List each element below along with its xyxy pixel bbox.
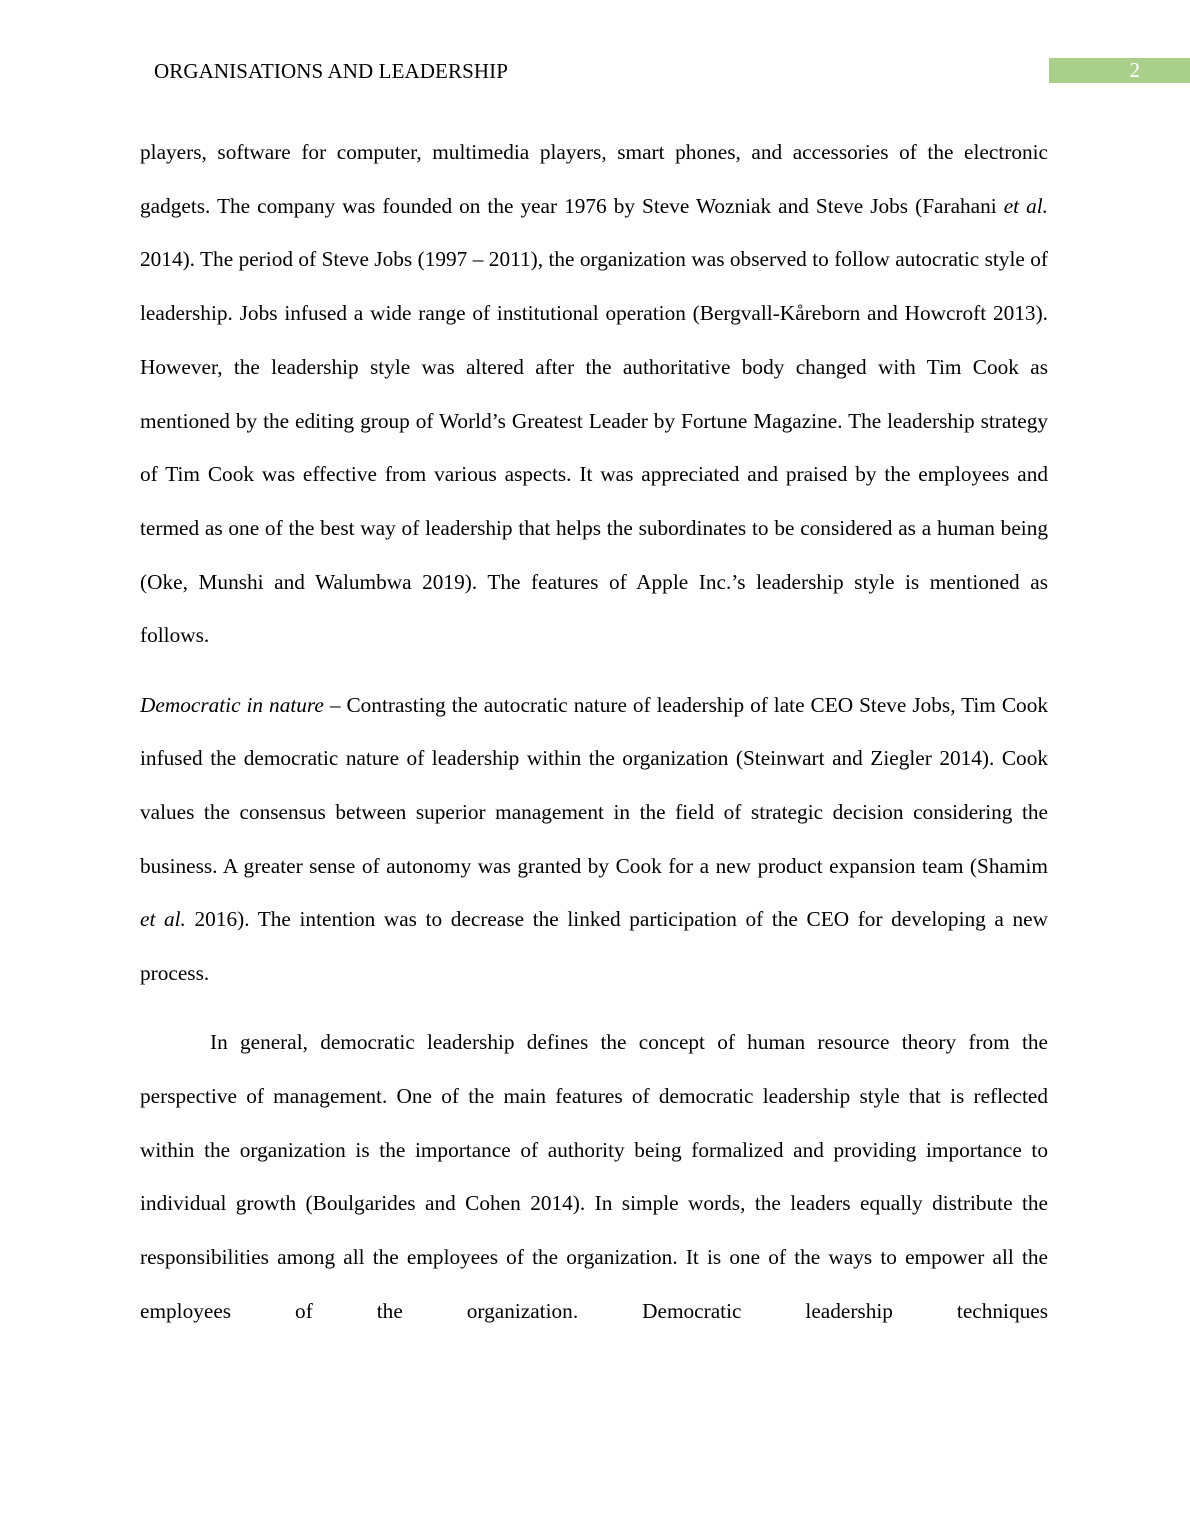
paragraph-apple-overview — [140, 126, 1048, 663]
page-number: 2 — [1129, 58, 1140, 82]
paragraph-text: players, software for computer, multimedia players, smart phones, and accessories of the electronic gadgets. The company was founded on the year 1976 by Steve Wozniak and Steve Jobs (Farahani — [140, 140, 1048, 218]
paragraph-lead-heading: Democratic in nature — [140, 692, 324, 717]
citation-et-al: et al. — [140, 907, 186, 932]
running-head: ORGANISATIONS AND LEADERSHIP — [154, 59, 508, 83]
paragraph-text: 2014). The period of Steve Jobs (1997 – 2011), the organization was observed to follow autocratic style of leadership. Jobs infused a wide range of institutional operation (Bergvall-Kåreborn and Howcroft 2013). However, the leadership style was altered after the authoritative body changed with Tim Cook as mentioned by the editing group of World’s Greatest Leader by Fortune Magazine. The leadership strategy of Tim Cook was effective from various aspects. It was appreciated and praised by the employees and termed as one of the best way of leadership that helps the subordinates to be considered as a human being (Oke, Munshi and Walumbwa 2019). The features of Apple Inc.’s leadership style is mentioned as follows. — [140, 247, 1048, 648]
paragraph-text: – Contrasting the autocratic nature of leadership of late CEO Steve Jobs, Tim Cook infused the democratic nature of leadership within the organization (Steinwart and Ziegler 2014). Cook values the consensus between superior management in the field of strategic decision considering the business. A greater sense of autonomy was granted by Cook for a new product expansion team (Shamim — [140, 692, 1048, 878]
paragraph-democratic-in-nature — [140, 679, 1048, 1001]
paragraph-text: 2016). The intention was to decrease the linked participation of the CEO for developing a new process. — [140, 907, 1048, 986]
page-number-badge — [1049, 58, 1190, 83]
citation-et-al: et al. — [1003, 193, 1048, 218]
paragraph-text: In general, democratic leadership defines the concept of human resource theory from the perspective of management. One of the main features of democratic leadership style that is reflected within the organization is the importance of authority being formalized and providing importance to individual growth (Boulgarides and Cohen 2014). In simple words, the leaders equally distribute the responsibilities among all the employees of the organization. It is one of the ways to empower all the employees of the organization. Democratic leadership techniques — [140, 1030, 1048, 1323]
document-body — [140, 126, 1048, 1323]
paragraph-democratic-leadership-theory — [140, 1016, 1048, 1323]
